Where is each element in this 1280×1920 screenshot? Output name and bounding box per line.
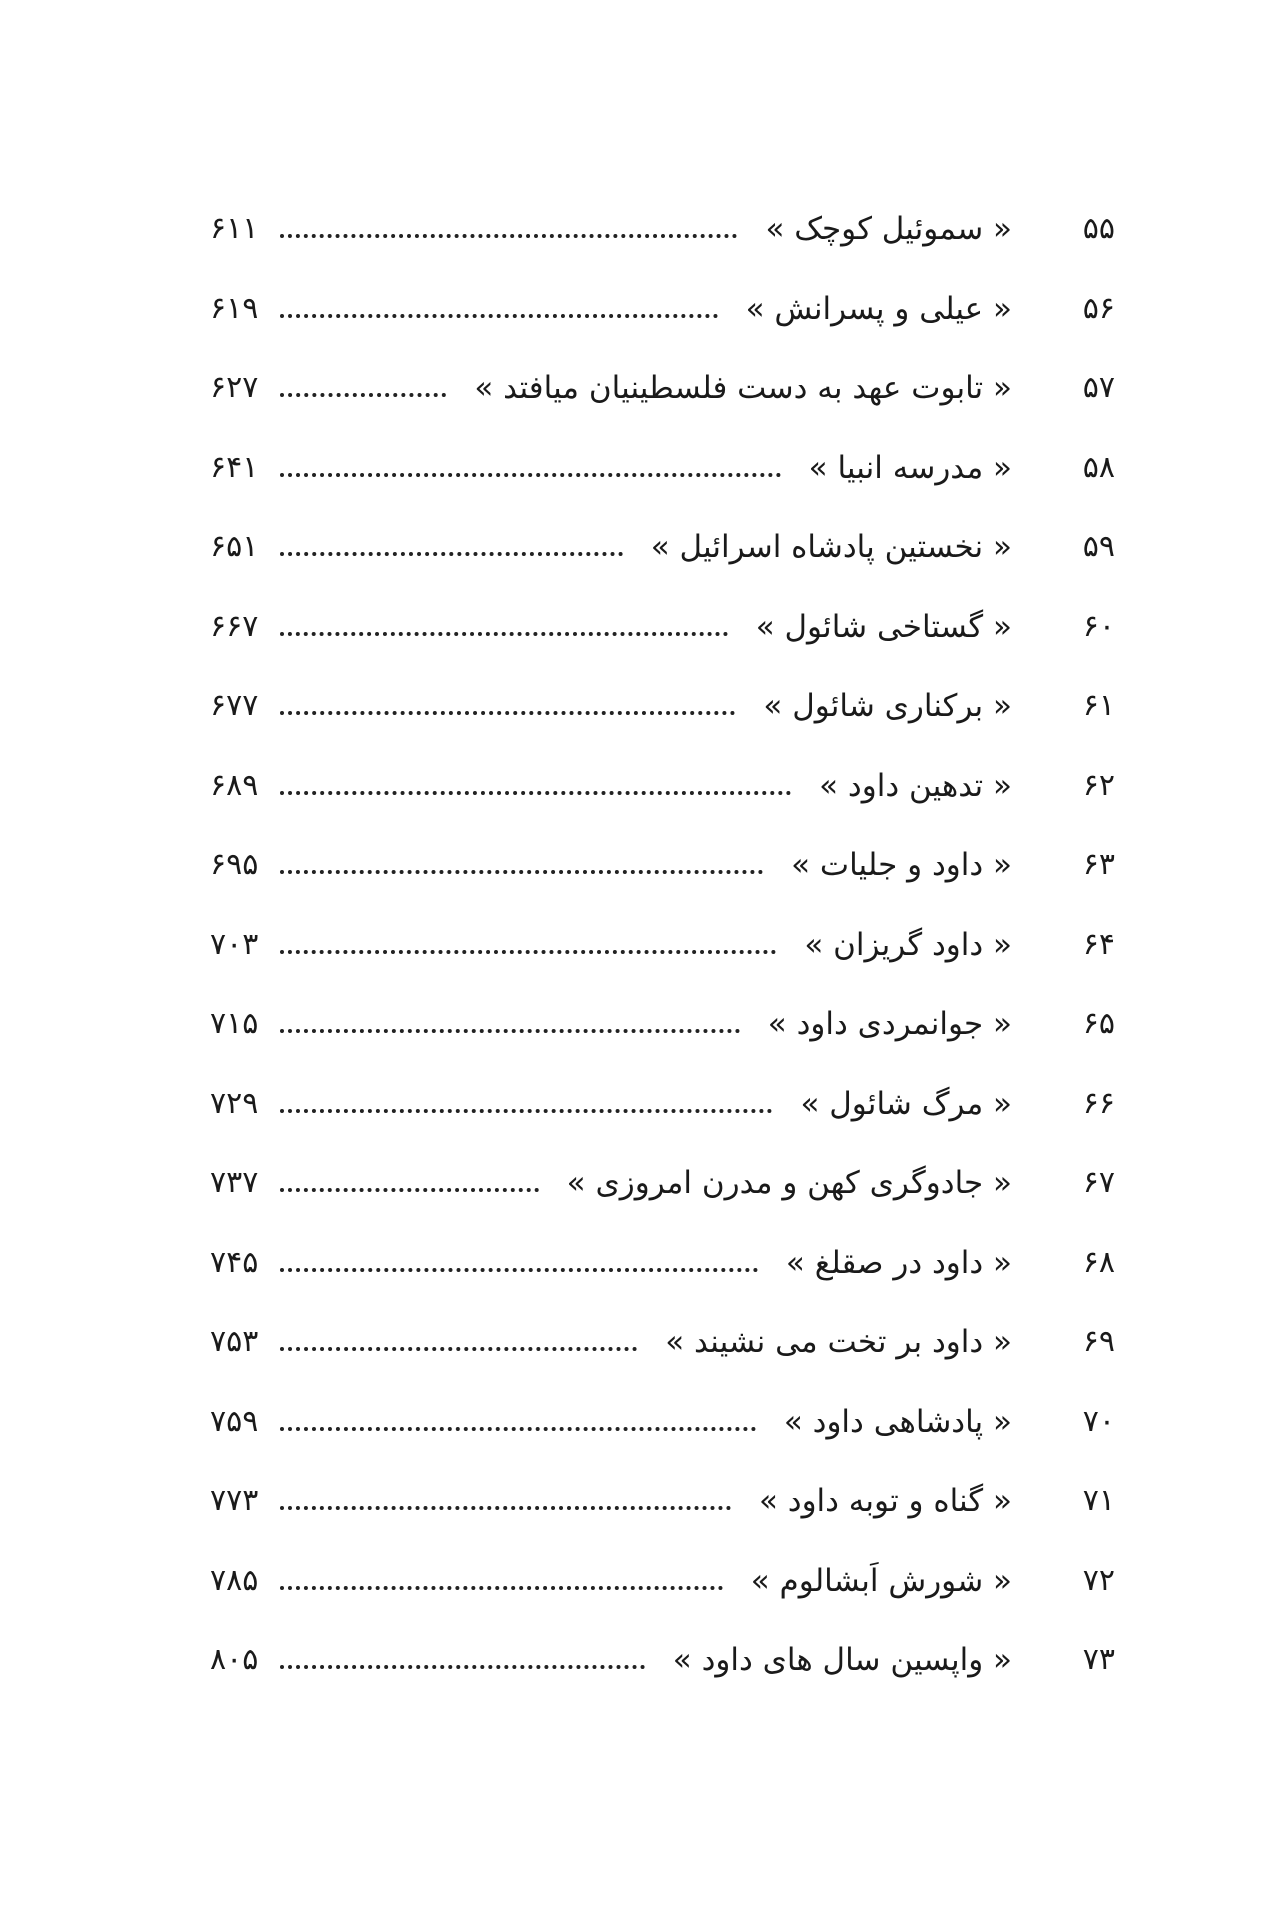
chapter-title: « مدرسه انبیا » bbox=[808, 449, 1012, 486]
toc-row[interactable] bbox=[0, 1559, 1280, 1639]
dot-leader bbox=[280, 870, 763, 874]
toc-row[interactable] bbox=[0, 1082, 1280, 1162]
page-number: ۷۵۹ bbox=[210, 1403, 259, 1439]
page-number: ۶۱۱ bbox=[210, 211, 259, 246]
dot-leader bbox=[280, 950, 776, 954]
chapter-number: ۷۰ bbox=[1082, 1403, 1115, 1439]
dot-leader bbox=[280, 393, 446, 397]
page-number: ۶۶۷ bbox=[210, 608, 259, 644]
dot-leader bbox=[280, 1586, 723, 1590]
chapter-number: ۷۳ bbox=[1082, 1642, 1115, 1677]
chapter-number: ۵۷ bbox=[1082, 370, 1115, 405]
toc-row[interactable] bbox=[0, 446, 1280, 526]
page-number: ۶۸۹ bbox=[210, 767, 259, 803]
chapter-title: « داود در صقلغ » bbox=[785, 1244, 1012, 1281]
page-number: ۸۰۵ bbox=[210, 1642, 259, 1677]
page-number: ۷۲۹ bbox=[210, 1085, 259, 1121]
chapter-title: « تابوت عهد به دست فلسطینیان میافتد » bbox=[474, 370, 1012, 406]
page-number: ۷۸۵ bbox=[210, 1562, 259, 1598]
dot-leader bbox=[280, 791, 791, 795]
toc-row[interactable] bbox=[0, 605, 1280, 685]
dot-leader bbox=[280, 1188, 539, 1192]
dot-leader bbox=[280, 552, 623, 556]
chapter-title: « جوانمردی داود » bbox=[767, 1006, 1012, 1042]
chapter-number: ۷۲ bbox=[1082, 1562, 1115, 1598]
toc-row[interactable] bbox=[0, 287, 1280, 367]
page-number: ۶۷۷ bbox=[210, 688, 259, 723]
toc-row[interactable] bbox=[0, 1638, 1280, 1718]
chapter-number: ۶۵ bbox=[1082, 1006, 1115, 1041]
chapter-number: ۶۸ bbox=[1082, 1244, 1115, 1280]
chapter-number: ۷۱ bbox=[1082, 1483, 1115, 1518]
dot-leader bbox=[280, 473, 781, 477]
toc-row[interactable] bbox=[0, 923, 1280, 1003]
page-number: ۷۳۷ bbox=[210, 1165, 259, 1200]
page-number: ۷۱۵ bbox=[210, 1006, 259, 1041]
dot-leader bbox=[280, 314, 718, 318]
toc-row[interactable] bbox=[0, 1400, 1280, 1480]
toc-row[interactable] bbox=[0, 207, 1280, 287]
toc-row[interactable] bbox=[0, 366, 1280, 446]
page-number: ۷۵۳ bbox=[210, 1324, 259, 1359]
page-number: ۶۵۱ bbox=[210, 529, 259, 564]
toc-row[interactable] bbox=[0, 1320, 1280, 1400]
chapter-number: ۶۰ bbox=[1082, 608, 1115, 644]
dot-leader bbox=[280, 1506, 731, 1510]
dot-leader bbox=[280, 1029, 740, 1033]
chapter-number: ۵۶ bbox=[1082, 290, 1115, 326]
dot-leader bbox=[280, 1268, 758, 1272]
page-number: ۶۲۷ bbox=[210, 370, 259, 405]
chapter-number: ۶۱ bbox=[1082, 688, 1115, 723]
page-number: ۷۷۳ bbox=[210, 1483, 259, 1518]
table-of-contents bbox=[0, 207, 1280, 1718]
page-number: ۷۰۳ bbox=[210, 926, 259, 962]
chapter-title: « گستاخی شائول » bbox=[755, 608, 1012, 645]
chapter-title: « برکناری شائول » bbox=[763, 688, 1012, 724]
toc-row[interactable] bbox=[0, 525, 1280, 605]
chapter-number: ۶۳ bbox=[1082, 847, 1115, 882]
chapter-title: « داود بر تخت می نشیند » bbox=[665, 1324, 1012, 1360]
dot-leader bbox=[280, 711, 735, 715]
toc-row[interactable] bbox=[0, 764, 1280, 844]
chapter-title: « شورش اَبشالوم » bbox=[750, 1562, 1012, 1599]
chapter-title: « عیلی و پسرانش » bbox=[745, 290, 1012, 327]
toc-row[interactable] bbox=[0, 1479, 1280, 1559]
toc-row[interactable] bbox=[0, 1241, 1280, 1321]
page-number: ۶۹۵ bbox=[210, 847, 259, 882]
chapter-number: ۵۹ bbox=[1082, 529, 1115, 564]
toc-row[interactable] bbox=[0, 684, 1280, 764]
chapter-number: ۶۴ bbox=[1082, 926, 1115, 962]
page-number: ۶۱۹ bbox=[210, 290, 259, 326]
toc-row[interactable] bbox=[0, 1161, 1280, 1241]
dot-leader bbox=[280, 1427, 756, 1431]
chapter-title: « پادشاهی داود » bbox=[783, 1403, 1012, 1440]
dot-leader bbox=[280, 1109, 772, 1113]
page-number: ۶۴۱ bbox=[210, 449, 259, 485]
chapter-title: « داود گریزان » bbox=[804, 926, 1012, 963]
chapter-title: « واپسین سال های داود » bbox=[672, 1642, 1012, 1678]
chapter-number: ۵۸ bbox=[1082, 449, 1115, 485]
chapter-number: ۶۷ bbox=[1082, 1165, 1115, 1200]
dot-leader bbox=[280, 1347, 637, 1351]
chapter-number: ۶۹ bbox=[1082, 1324, 1115, 1359]
chapter-title: « جادوگری کهن و مدرن امروزی » bbox=[566, 1165, 1012, 1201]
chapter-title: « تدهین داود » bbox=[819, 767, 1012, 804]
chapter-number: ۶۶ bbox=[1082, 1085, 1115, 1121]
chapter-title: « گناه و توبه داود » bbox=[758, 1483, 1012, 1519]
chapter-number: ۶۲ bbox=[1082, 767, 1115, 803]
dot-leader bbox=[280, 632, 728, 636]
chapter-number: ۵۵ bbox=[1082, 211, 1115, 246]
chapter-title: « داود و جلیات » bbox=[791, 847, 1012, 883]
dot-leader bbox=[280, 1665, 645, 1669]
page-number: ۷۴۵ bbox=[210, 1244, 259, 1280]
toc-row[interactable] bbox=[0, 843, 1280, 923]
chapter-title: « سموئیل کوچک » bbox=[765, 211, 1012, 247]
dot-leader bbox=[280, 234, 737, 238]
toc-row[interactable] bbox=[0, 1002, 1280, 1082]
chapter-title: « مرگ شائول » bbox=[800, 1085, 1012, 1122]
chapter-title: « نخستین پادشاه اسرائیل » bbox=[650, 529, 1012, 565]
